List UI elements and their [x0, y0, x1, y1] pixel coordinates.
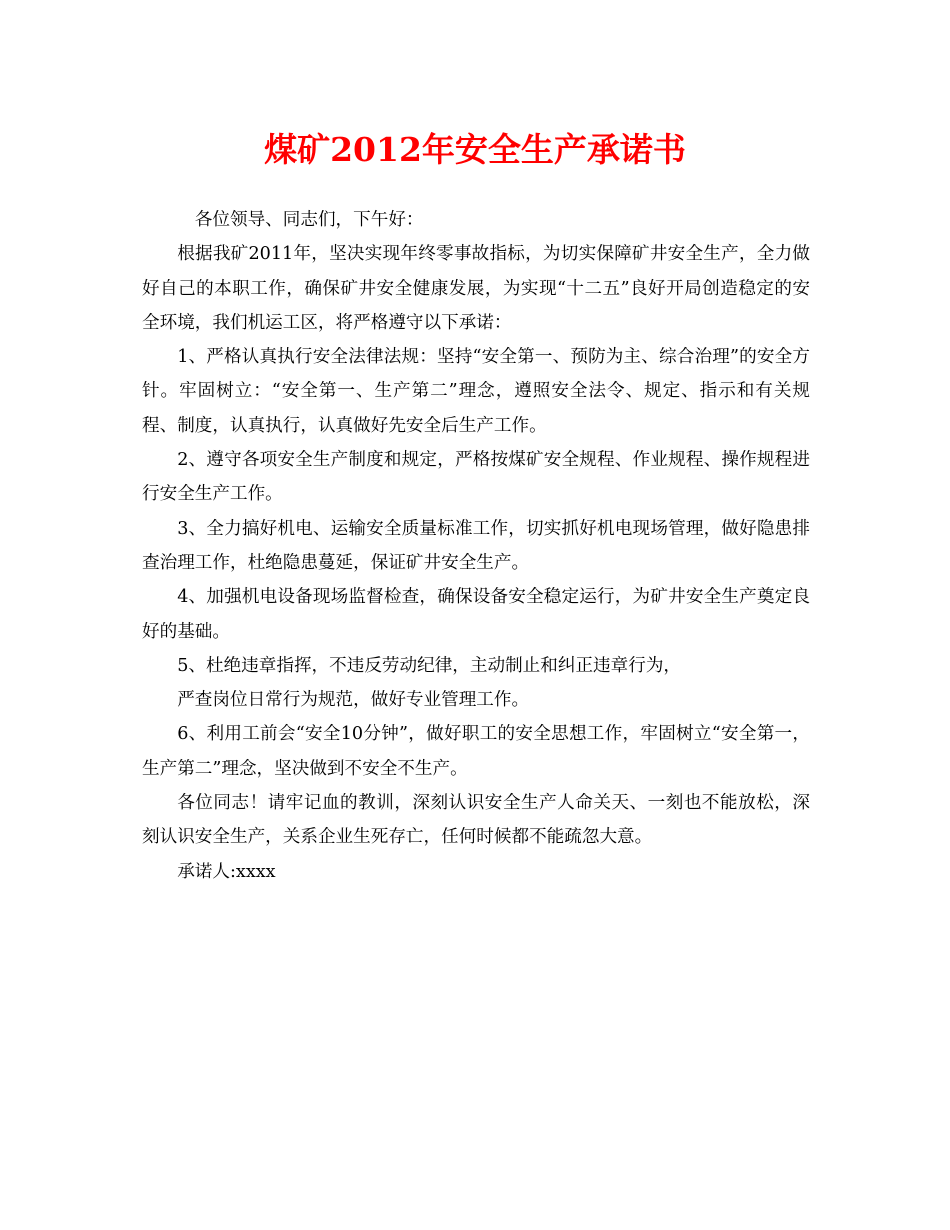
commitment-item-1: 1、严格认真执行安全法律法规：坚持“安全第一、预防为主、综合治理”的安全方针。牢固树立：“安全第一、生产第二”理念，遵照安全法令、规定、指示和有关规程、制度，认真执行，认真做好先安全后生产工作。 [142, 347, 810, 436]
commitment-item-3: 3、全力搞好机电、运输安全质量标准工作，切实抓好机电现场管理，做好隐患排查治理工作，杜绝隐患蔓延，保证矿井安全生产。 [142, 518, 810, 573]
intro-paragraph: 根据我矿2011年，坚决实现年终零事故指标，为切实保障矿井安全生产，全力做好自己的本职工作，确保矿井安全健康发展，为实现“十二五”良好开局创造稳定的安全环境，我们机运工区，将严格遵守以下承诺： [142, 244, 810, 333]
document-title: 煤矿2012年安全生产承诺书 [264, 130, 686, 169]
commitment-item-6: 6、利用工前会“安全10分钟”，做好职工的安全思想工作，牢固树立“安全第一，生产第二”理念，坚决做到不安全不生产。 [142, 724, 810, 779]
document-body [142, 203, 810, 889]
commitment-item-5-continued: 严查岗位日常行为规范，做好专业管理工作。 [177, 690, 530, 711]
commitment-item-5: 5、杜绝违章指挥，不违反劳动纪律，主动制止和纠正违章行为， [177, 655, 682, 676]
greeting-paragraph: 各位领导、同志们，下午好： [194, 210, 424, 230]
closing-paragraph: 各位同志！请牢记血的教训，深刻认识安全生产人命关天、一刻也不能放松，深刻认识安全生产，关系企业生死存亡，任何时候都不能疏忽大意。 [142, 793, 810, 848]
signature-line: 承诺人:xxxx [177, 861, 276, 882]
commitment-item-4: 4、加强机电设备现场监督检查，确保设备安全稳定运行，为矿井安全生产奠定良好的基础。 [142, 587, 810, 642]
commitment-item-2: 2、遵守各项安全生产制度和规定，严格按煤矿安全规程、作业规程、操作规程进行安全生产工作。 [142, 450, 810, 505]
